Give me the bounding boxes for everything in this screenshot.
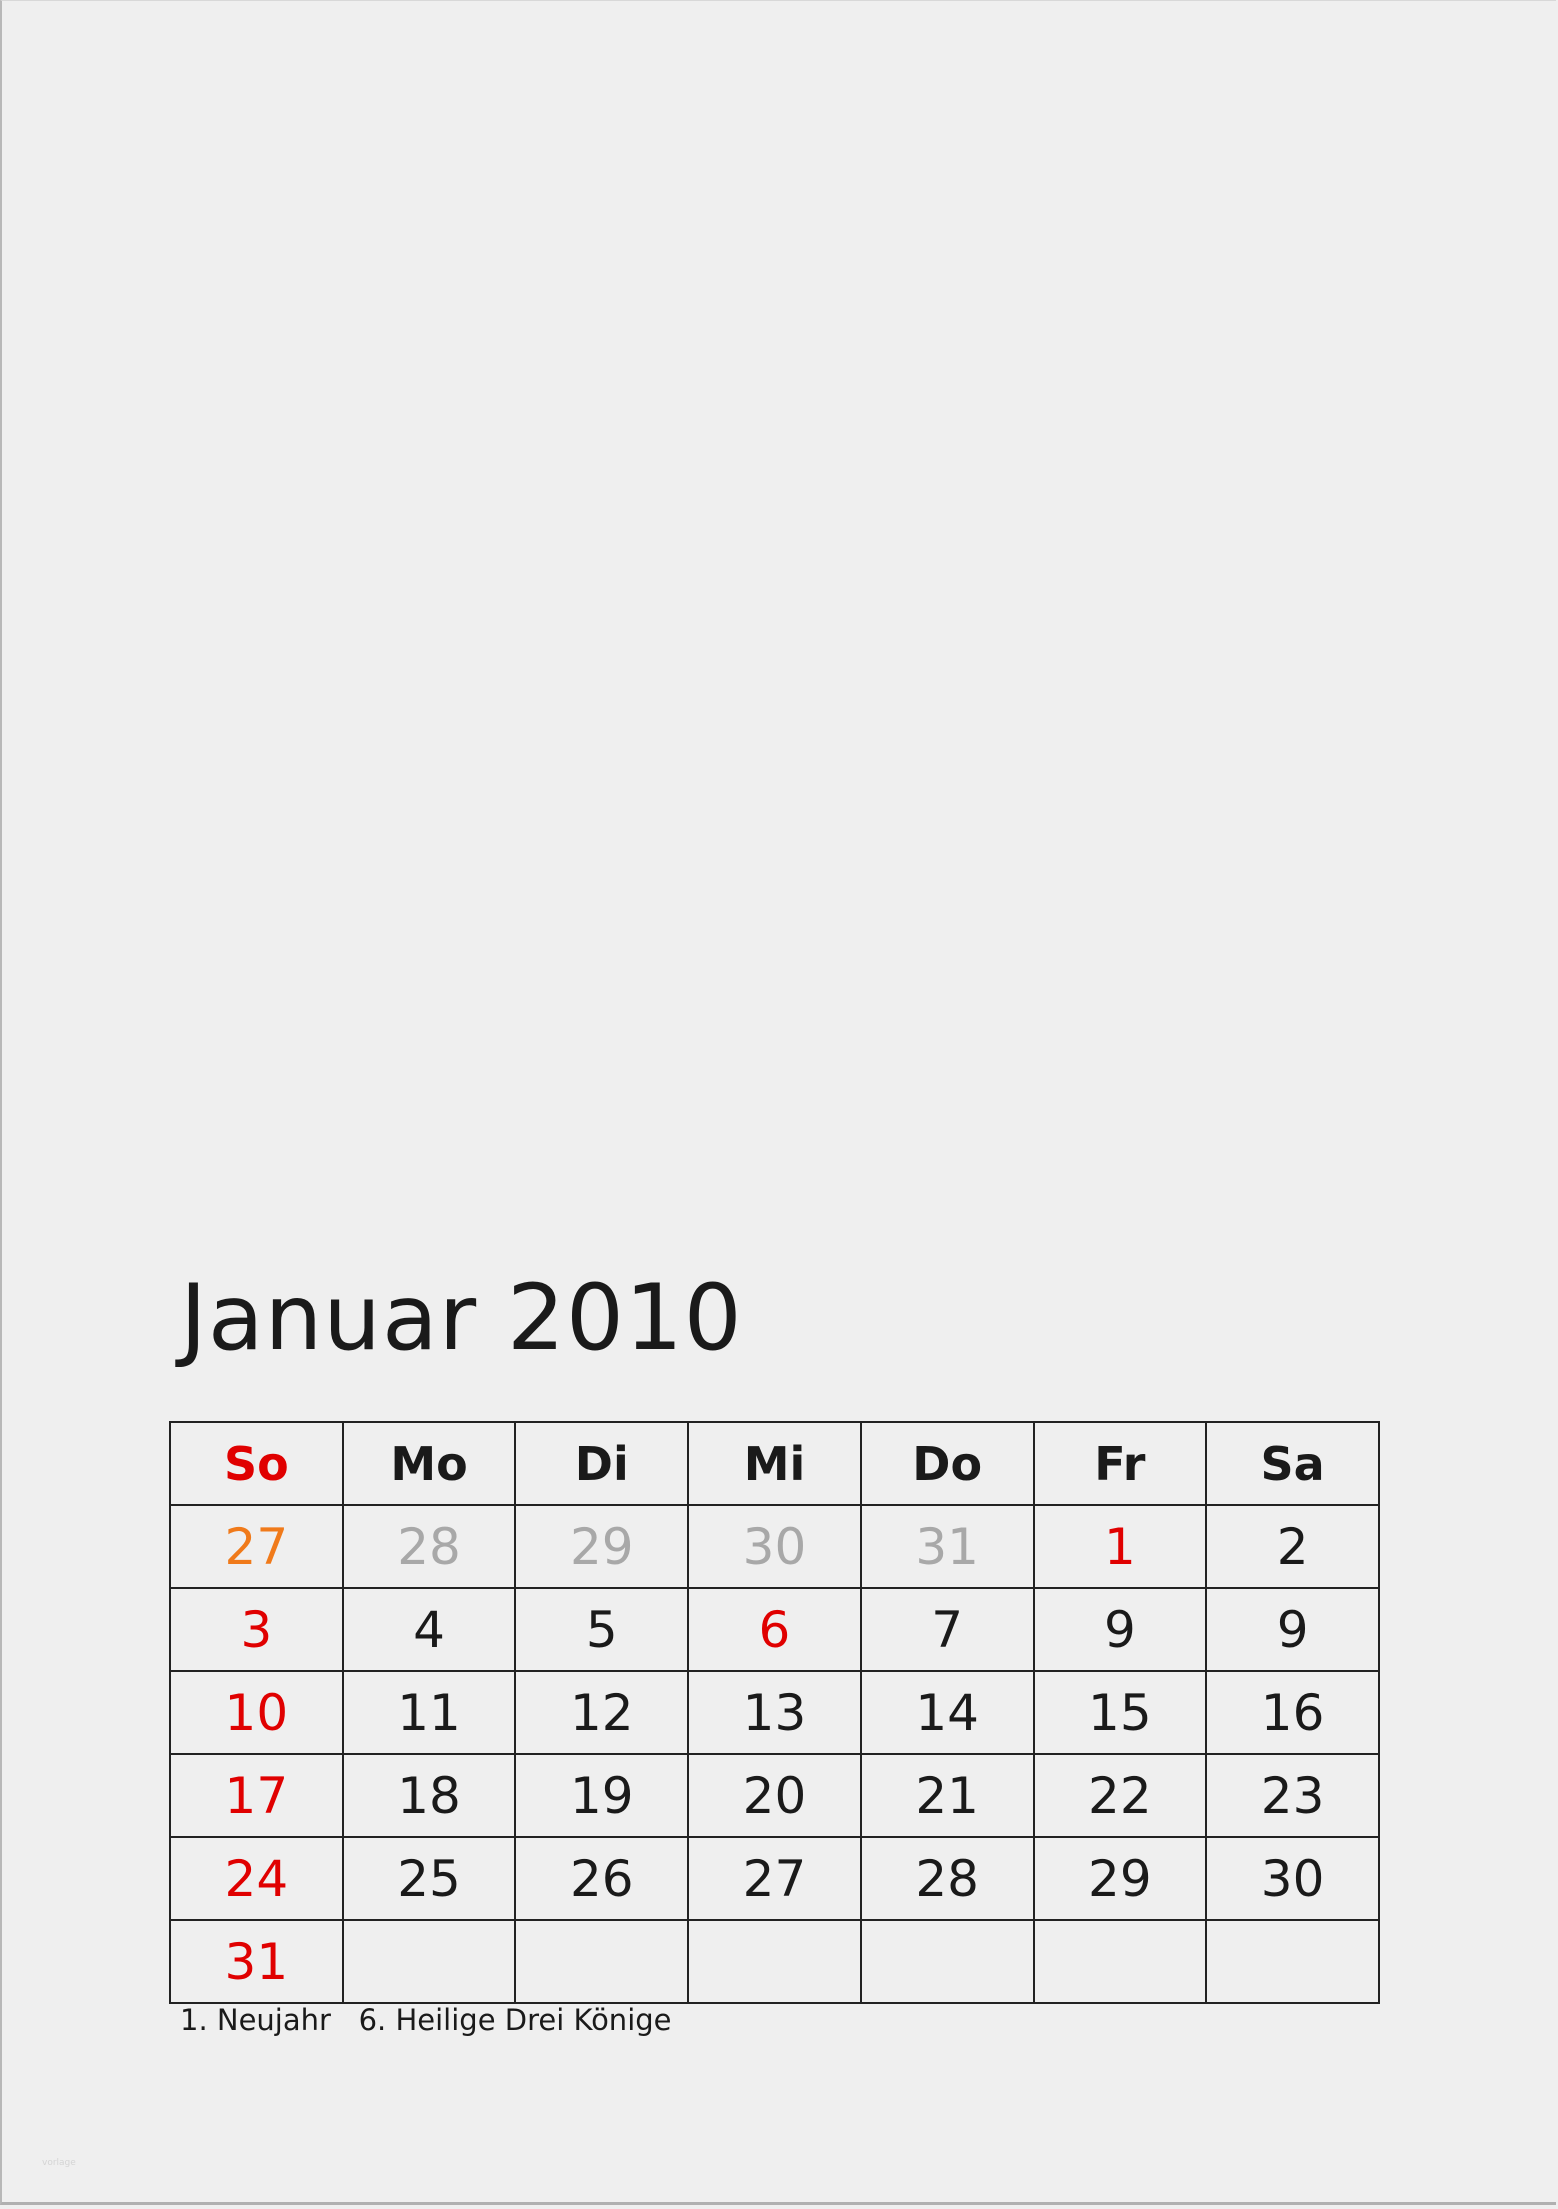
calendar-empty-cell [688, 1920, 861, 2003]
calendar-day-cell: 13 [688, 1671, 861, 1754]
calendar-empty-cell [515, 1920, 688, 2003]
calendar-week-row [170, 1920, 1379, 2003]
weekday-header: So [170, 1422, 343, 1505]
calendar-day-cell: 6 [688, 1588, 861, 1671]
calendar-day-cell: 22 [1034, 1754, 1207, 1837]
calendar-day-cell: 19 [515, 1754, 688, 1837]
calendar-week-row [170, 1671, 1379, 1754]
calendar-day-cell: 9 [1034, 1588, 1207, 1671]
month-title: Januar 2010 [180, 1266, 743, 1371]
holiday-note: 1. Neujahr 6. Heilige Drei Könige [180, 2003, 672, 2037]
calendar-day-cell: 5 [515, 1588, 688, 1671]
calendar-day-cell: 15 [1034, 1671, 1207, 1754]
calendar-day-cell: 4 [343, 1588, 516, 1671]
calendar-day-cell: 18 [343, 1754, 516, 1837]
calendar-day-cell: 23 [1206, 1754, 1379, 1837]
calendar-day-cell: 31 [861, 1505, 1034, 1588]
calendar-week-row [170, 1588, 1379, 1671]
calendar-day-cell: 2 [1206, 1505, 1379, 1588]
calendar-day-cell: 20 [688, 1754, 861, 1837]
calendar-day-cell: 29 [515, 1505, 688, 1588]
calendar-day-cell: 9 [1206, 1588, 1379, 1671]
calendar-week-row [170, 1837, 1379, 1920]
calendar-day-cell: 17 [170, 1754, 343, 1837]
calendar-body [170, 1505, 1379, 2003]
weekday-header: Do [861, 1422, 1034, 1505]
calendar-day-cell: 1 [1034, 1505, 1207, 1588]
calendar-day-cell: 11 [343, 1671, 516, 1754]
calendar-week-row [170, 1754, 1379, 1837]
weekday-header: Di [515, 1422, 688, 1505]
calendar-day-cell: 10 [170, 1671, 343, 1754]
calendar-day-cell: 12 [515, 1671, 688, 1754]
calendar-day-cell: 27 [170, 1505, 343, 1588]
calendar-day-cell: 21 [861, 1754, 1034, 1837]
calendar-day-cell: 31 [170, 1920, 343, 2003]
calendar-day-cell: 16 [1206, 1671, 1379, 1754]
weekday-header: Sa [1206, 1422, 1379, 1505]
calendar-day-cell: 14 [861, 1671, 1034, 1754]
calendar-day-cell: 28 [861, 1837, 1034, 1920]
calendar-day-cell: 30 [688, 1505, 861, 1588]
calendar-day-cell: 28 [343, 1505, 516, 1588]
calendar-day-cell: 24 [170, 1837, 343, 1920]
calendar-empty-cell [1206, 1920, 1379, 2003]
calendar-grid [169, 1421, 1380, 2004]
calendar-empty-cell [861, 1920, 1034, 2003]
watermark-text: vorlage [42, 2158, 76, 2168]
calendar-day-cell: 7 [861, 1588, 1034, 1671]
calendar-day-cell: 27 [688, 1837, 861, 1920]
weekday-header: Mi [688, 1422, 861, 1505]
calendar-day-cell: 25 [343, 1837, 516, 1920]
weekday-header: Fr [1034, 1422, 1207, 1505]
calendar-day-cell: 30 [1206, 1837, 1379, 1920]
calendar-day-cell: 3 [170, 1588, 343, 1671]
weekday-header-row [170, 1422, 1379, 1505]
calendar-empty-cell [343, 1920, 516, 2003]
calendar-day-cell: 29 [1034, 1837, 1207, 1920]
weekday-header: Mo [343, 1422, 516, 1505]
calendar-day-cell: 26 [515, 1837, 688, 1920]
calendar-empty-cell [1034, 1920, 1207, 2003]
calendar-week-row [170, 1505, 1379, 1588]
